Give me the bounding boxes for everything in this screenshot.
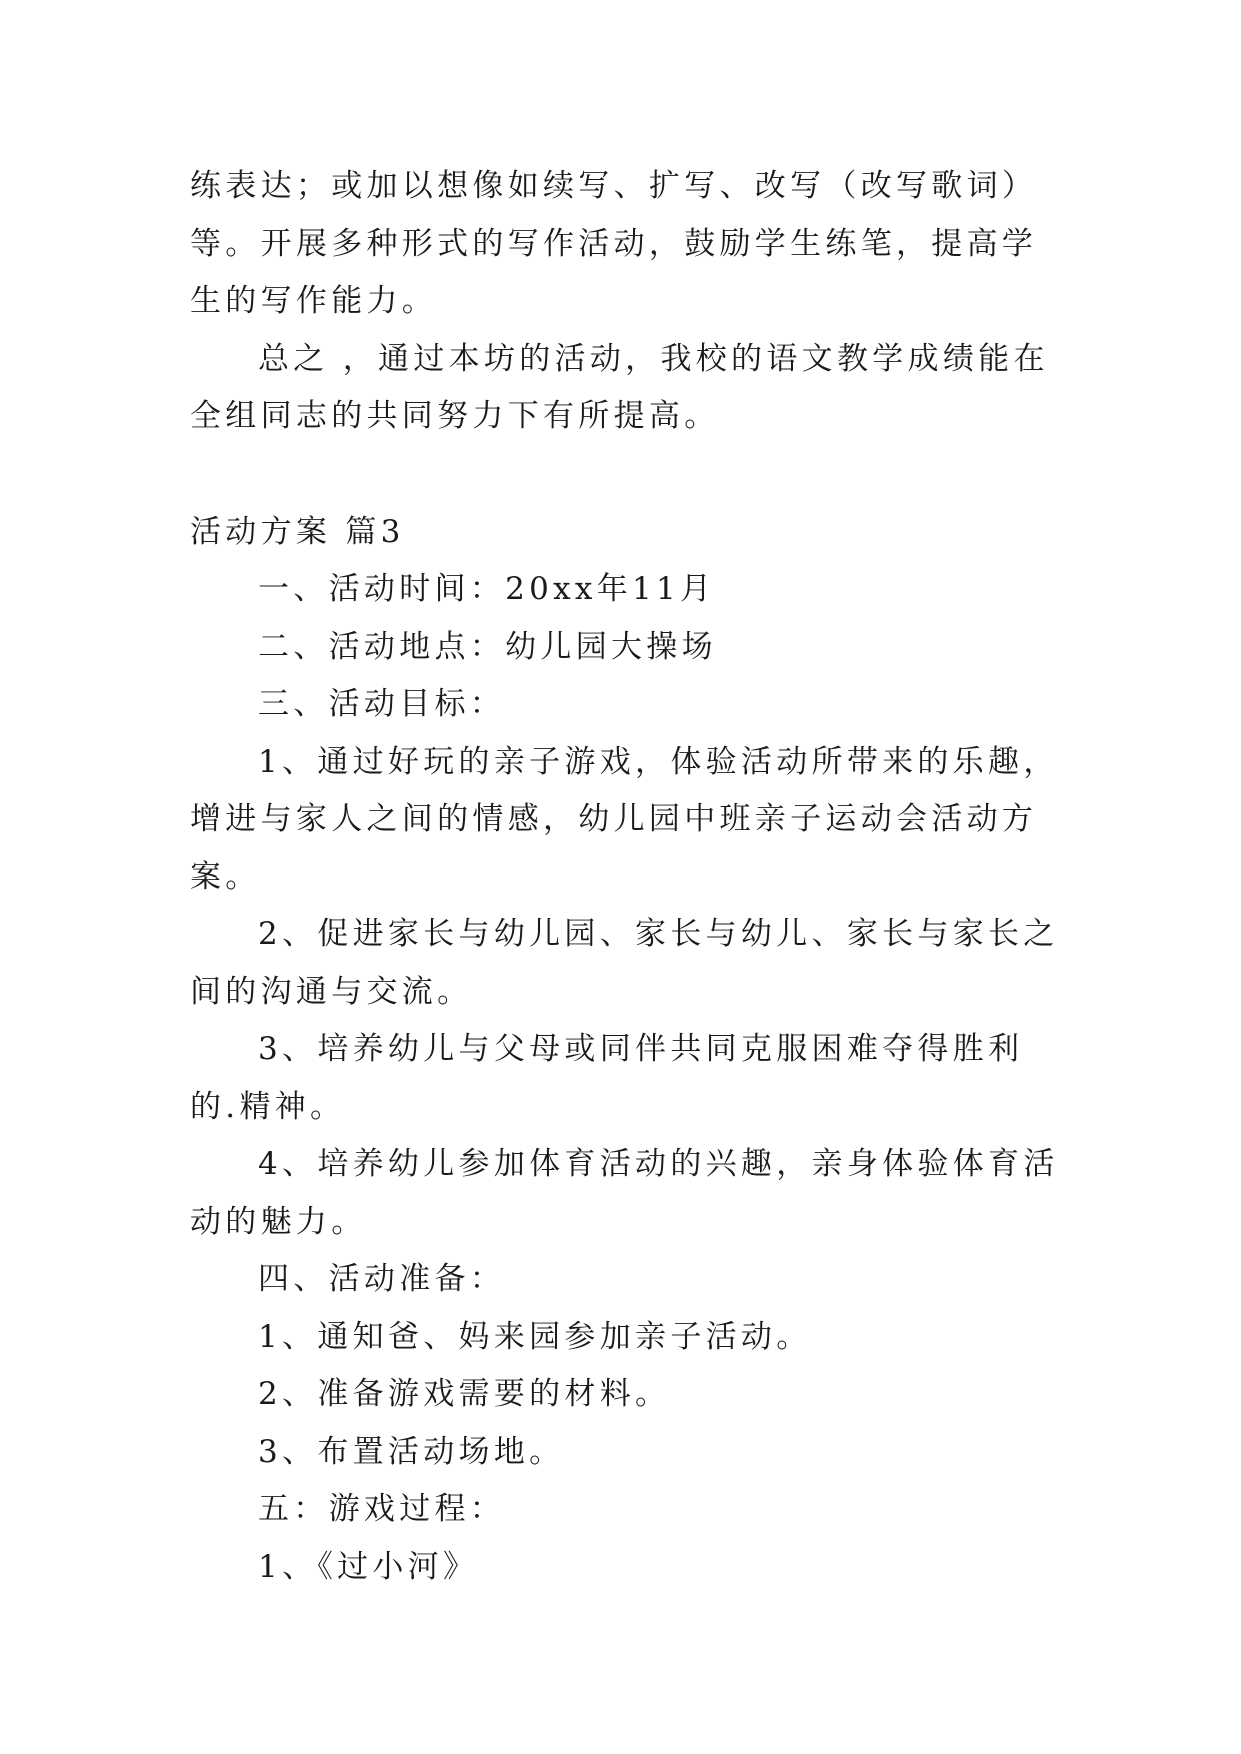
paragraph-preparation-1: 1、通知爸、妈来园参加亲子活动。: [258, 1318, 812, 1355]
paragraph-goal-4: 4、培养幼儿参加体育活动的兴趣，亲身体验体育活动的魅力。: [190, 1146, 1059, 1240]
section-heading: 活动方案 篇3: [190, 513, 405, 550]
document-page: [190, 158, 1060, 1596]
paragraph-preparation-2: 2、准备游戏需要的材料。: [258, 1376, 671, 1412]
paragraph-goal-1: 1、通过好玩的亲子游戏，体验活动所带来的乐趣，增进与家人之间的情感，幼儿园中班亲子运动会活动方案。: [190, 743, 1059, 895]
paragraph-conclusion: 总之 ，通过本坊的活动，我校的语文教学成绩能在全组同志的共同努力下有所提高。: [190, 340, 1049, 434]
paragraph-preparation-3: 3、布置活动场地。: [258, 1433, 565, 1470]
paragraph-game-1: 1、《过小河》: [258, 1548, 479, 1585]
paragraph-preparation-heading: 四、活动准备：: [258, 1261, 506, 1297]
paragraph-goal-2: 2、促进家长与幼儿园、家长与幼儿、家长与家长之间的沟通与交流。: [190, 916, 1059, 1010]
paragraph-activity-location: 二、活动地点：幼儿园大操场: [258, 628, 717, 665]
paragraph-game-process-heading: 五：游戏过程：: [258, 1491, 506, 1527]
paragraph-goal-3: 3、培养幼儿与父母或同伴共同克服困难夺得胜利的.精神。: [190, 1031, 1024, 1125]
paragraph-activity-time: 一、活动时间：20xx年11月: [258, 571, 716, 607]
paragraph-writing-activities: 练表达；或加以想像如续写、扩写、改写（改写歌词）等。开展多种形式的写作活动，鼓励学生练笔，提高学生的写作能力。: [190, 168, 1038, 319]
paragraph-activity-goals-heading: 三、活动目标：: [258, 686, 506, 722]
